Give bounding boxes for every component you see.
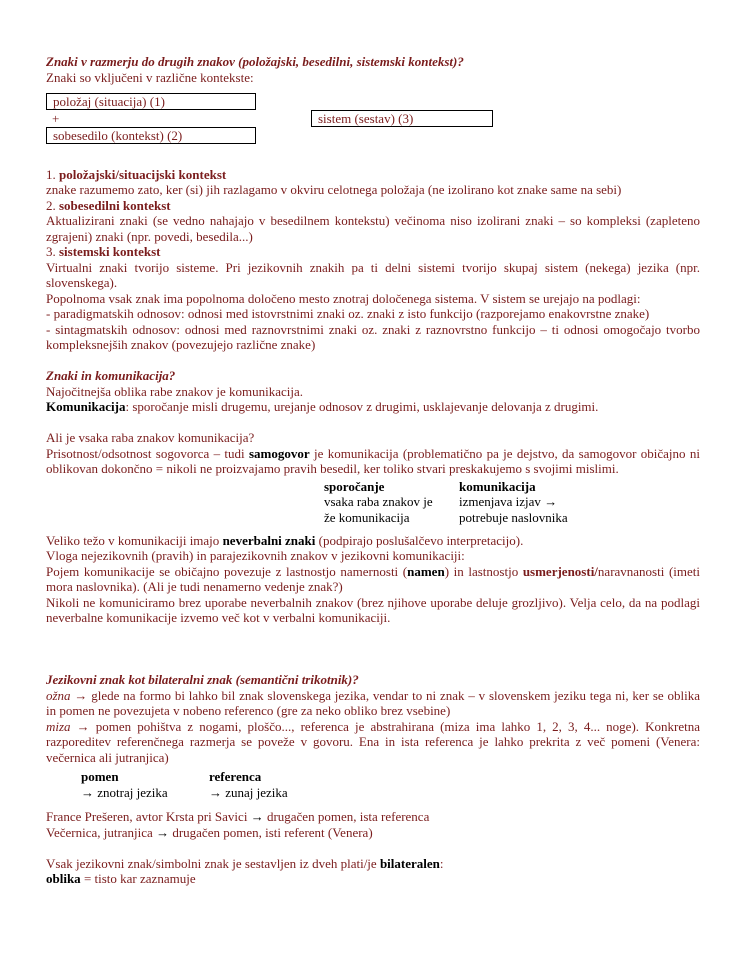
document-page [46,54,700,887]
paragraph: Popolnoma vsak znak ima popolnoma določeno mesto znotraj določenega sistema. V sistem se urejajo na podlagi: [46,290,641,306]
paragraph: Vloga nejezikovnih (pravih) in parajezikovnih znakov v jezikovni komunikaciji: [46,548,465,563]
section-heading-communication: Znaki in komunikacija? [46,368,176,383]
paragraph: znake razumemo zato, ker (si) jih razlagamo v okviru celotnega položaja (ne izolirano kot znake same na sebi) [46,182,622,197]
plus-sign: + [52,111,60,126]
arrow-right-icon: → [209,784,222,800]
section-heading-context: Znaki v razmerju do drugih znakov (položajski, besedilni, sistemski kontekst)? [46,54,464,69]
paragraph [46,809,700,825]
list-number: 1. [46,166,56,182]
column-pomen [81,769,168,800]
column-line: potrebuje naslovnika [459,509,568,525]
arrow-right-icon: → [74,687,88,703]
text: Pojem komunikacije se običajno povezuje z lastnostjo namernosti ( [46,563,408,579]
paragraph: Aktualizirani znaki (se vedno nahajajo v besedilnem kontekstu) večinoma niso izolirani znaki – so kompleksi (zapleteno zgrajeni) znaki (npr. povedi, besedila...) [46,213,700,244]
column-line [459,494,568,510]
column-heading: komunikacija [459,478,536,494]
arrow-right-icon: → [76,718,90,734]
term: bilateralen [379,855,440,871]
term: usmerjenosti/ [522,563,598,579]
term: položajski/situacijski kontekst [59,166,227,182]
text: pomen pohištva z nogami, ploščo..., referenca je abstrahirana (miza ima lahko 1, 2, 3, 4... noge). Konkretna razporeditev referenčnega razmerja se poveže v govoru. Ena in ista referenca je lahko prekrita z več pomeni (Venera: večernica ali jutranjica) [46,718,700,765]
text: znotraj jezika [97,784,168,800]
column-referenca [209,769,288,800]
box-sistem: sistem (sestav) (3) [311,110,493,127]
column-line [209,785,288,801]
text: France Prešeren, avtor Krsta pri Savici [46,809,251,824]
text: = tisto kar zaznamuje [80,871,196,886]
column-heading: pomen [81,769,119,784]
paragraph: Nikoli ne komuniciramo brez uporabe neverbalnih znakov (brez njihove uporabe deluje grozljivo). Velja celo, da na podlagi neverbalne komunikacije izvemo več kot v verbalni komunikaciji. [46,594,700,625]
term: neverbalni znaki [222,532,316,548]
paragraph [46,533,700,549]
text: Vsak jezikovni znak/simbolni znak je sestavljen iz dveh plati/je [46,855,380,871]
text: ) in lastnostjo [444,563,523,579]
example-word: miza [46,718,71,734]
context-boxes [46,93,700,151]
column-komunikacija [459,479,568,526]
text: drugačen pomen, isti referent (Venera) [169,824,373,840]
paragraph [46,825,700,841]
comparison-columns [46,479,700,527]
pomen-referenca-columns [46,769,700,803]
box-sobesedilo: sobesedilo (kontekst) (2) [46,127,256,144]
paragraph [46,399,700,415]
list-item-3 [46,244,700,260]
list-item-2 [46,198,700,214]
term: oblika [46,871,81,886]
example-word: ožna [46,687,71,703]
box-polozaj: položaj (situacija) (1) [46,93,256,110]
text: zunaj jezika [225,784,288,800]
term: namen [407,563,445,579]
section-heading-bilateral: Jezikovni znak kot bilateralni znak (semantični trikotnik)? [46,672,359,687]
list-item-1 [46,167,700,183]
text: glede na formo bi lahko bil znak slovenskega jezika, vendar to ni znak – v slovenskem jeziku tega ni, ker se oblika in pomen ne povezujeta v nobeno referenco (gre za neko obliko brez vsebine) [46,687,700,718]
paragraph: Ali je vsaka raba znakov komunikacija? [46,430,255,445]
term: sobesedilni kontekst [59,197,171,213]
text: Veliko težo v komunikaciji imajo [46,532,223,548]
text: izmenjava izjav [459,494,541,509]
text: (podpirajo poslušalčevo interpretacijo). [315,532,524,548]
paragraph [46,564,700,595]
column-heading: sporočanje [324,478,385,494]
paragraph [46,719,700,766]
paragraph [46,446,700,477]
paragraph [46,688,700,719]
paragraph: Najočitnejša oblika rabe znakov je komunikacija. [46,383,304,399]
paragraph: - paradigmatskih odnosov: odnosi med istovrstnimi znaki oz. znaki z isto funkcijo (razporejamo enakovrstne znake) [46,306,650,321]
text: : sporočanje misli drugemu, urejanje odnosov z drugimi, usklajevanje delovanja z drugimi. [125,399,599,414]
paragraph: Znaki so vključeni v različne kontekste: [46,69,254,85]
term: Komunikacija [46,399,126,414]
paragraph [46,871,700,887]
list-number: 2. [46,197,56,213]
arrow-right-icon: → [544,494,558,509]
paragraph: Virtualni znaki tvorijo sisteme. Pri jezikovnih znakih pa ti delni sistemi tvorijo skupaj sistem (nekega) jezika (npr. slovenskega). [46,259,700,290]
column-heading: referenca [209,769,262,784]
term: sistemski kontekst [59,244,161,259]
list-number: 3. [46,244,56,259]
column-line: vsaka raba znakov je [324,494,433,509]
arrow-right-icon: → [156,824,170,840]
column-line: že komunikacija [324,509,410,525]
column-line [81,785,168,801]
column-sporocanje [324,479,433,526]
arrow-right-icon: → [250,809,264,824]
text: Večernica, jutranjica [46,824,157,840]
text: naravnanosti (imeti mora naslovnika). (Ali je tudi nenamerno vedenje znak?) [46,563,701,594]
paragraph: - sintagmatskih odnosov: odnosi med raznovrstnimi znaki oz. znaki z raznovrstno funkcijo – ti odnosi omogočajo tvorbo kompleksnejših znakov (povezujejo različne znake) [46,321,700,352]
text: drugačen pomen, ista referenca [263,809,430,824]
text: Prisotnost/odsotnost sogovorca – tudi [46,445,249,461]
term: samogovor [248,445,310,461]
text: je komunikacija (problematično pa je dejstvo, da samogovor običajno ni oblikovan dokončno = nikoli ne proizvajamo pravih besedil, ker toliko stvari preskakujemo s svojimi mislimi. [46,445,700,476]
text: : [439,855,444,871]
paragraph [46,856,700,872]
arrow-right-icon: → [81,784,94,800]
